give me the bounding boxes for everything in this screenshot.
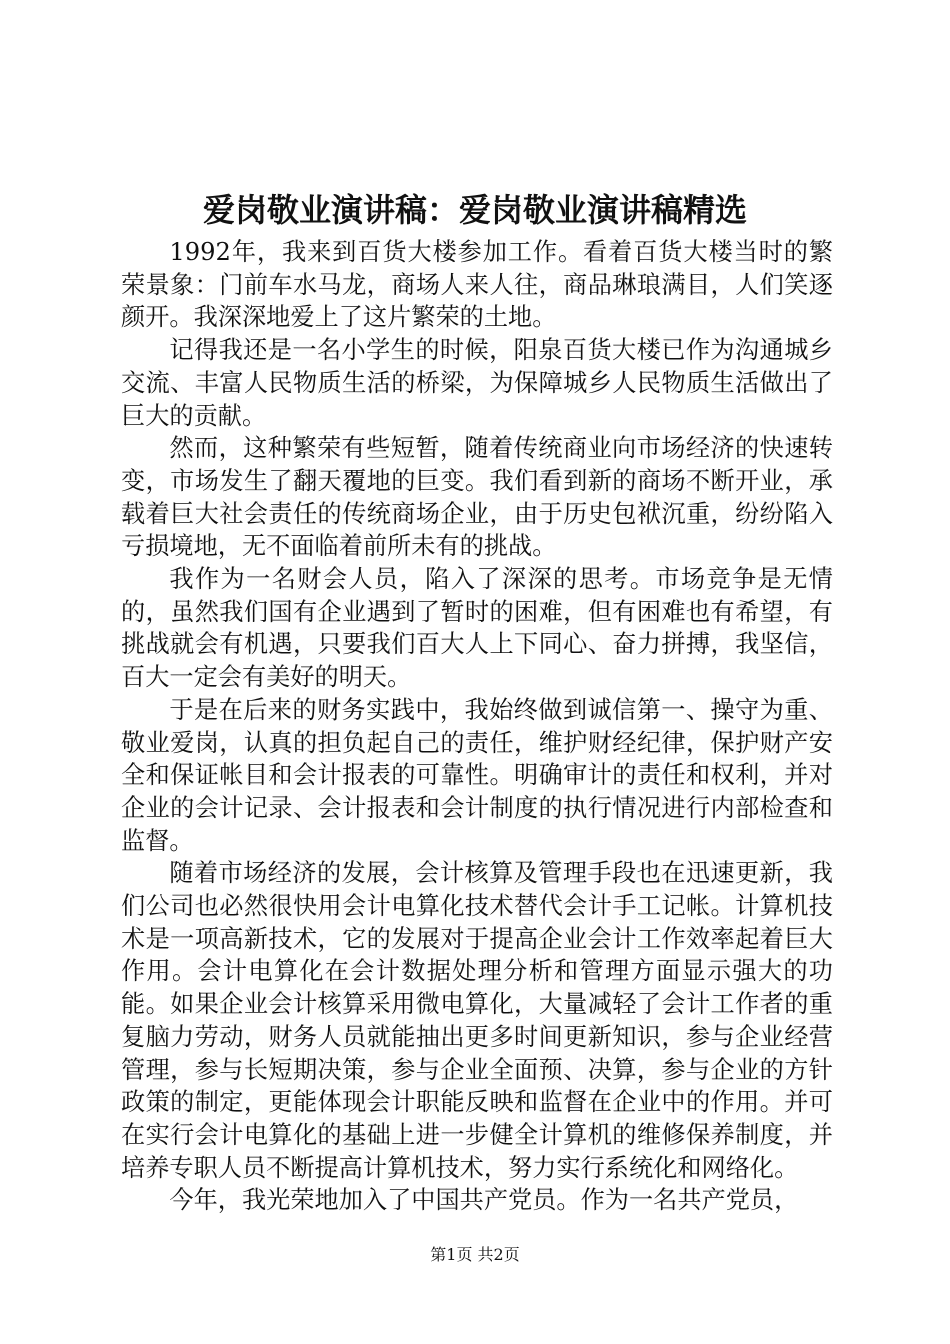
- document-body: [121, 236, 833, 1217]
- paragraph-7: 今年，我光荣地加入了中国共产党员。作为一名共产党员，: [169, 1186, 799, 1215]
- paragraph-3: 然而，这种繁荣有些短暂，随着传统商业向市场经济的快速转变，市场发生了翻天覆地的巨变。我们看到新的商场不断开业，承载着巨大社会责任的传统商场企业，由于历史包袱沉重，纷纷陷入亏损境地，无不面临着前所未有的挑战。: [121, 434, 833, 561]
- paragraph-2: 记得我还是一名小学生的时候，阳泉百货大楼已作为沟通城乡交流、丰富人民物质生活的桥梁，为保障城乡人民物质生活做出了巨大的贡献。: [121, 336, 833, 430]
- paragraph-5: 于是在后来的财务实践中，我始终做到诚信第一、操守为重、敬业爱岗，认真的担负起自己的责任，维护财经纪律，保护财产安全和保证帐目和会计报表的可靠性。明确审计的责任和权利，并对企业的会计记录、会计报表和会计制度的执行情况进行内部检查和监督。: [121, 695, 833, 855]
- paragraph-1: 1992年，我来到百货大楼参加工作。看着百货大楼当时的繁荣景象：门前车水马龙，商场人来人往，商品琳琅满目，人们笑逐颜开。我深深地爱上了这片繁荣的土地。: [121, 238, 833, 332]
- page-footer: 第1页 共2页: [430, 1245, 520, 1264]
- page-title: 爱岗敬业演讲稿：爱岗敬业演讲稿精选: [202, 191, 747, 229]
- paragraph-4: 我作为一名财会人员，陷入了深深的思考。市场竞争是无情的，虽然我们国有企业遇到了暂时的困难，但有困难也有希望，有挑战就会有机遇，只要我们百大人上下同心、奋力拼搏，我坚信，百大一定会有美好的明天。: [121, 565, 833, 692]
- paragraph-6: 随着市场经济的发展，会计核算及管理手段也在迅速更新，我们公司也必然很快用会计电算化技术替代会计手工记帐。计算机技术是一项高新技术，它的发展对于提高企业会计工作效率起着巨大作用。会计电算化在会计数据处理分析和管理方面显示强大的功能。如果企业会计核算采用微电算化，大量减轻了会计工作者的重复脑力劳动，财务人员就能抽出更多时间更新知识，参与企业经营管理，参与长短期决策，参与企业全面预、决算，参与企业的方针政策的制定，更能体现会计职能反映和监督在企业中的作用。并可在实行会计电算化的基础上进一步健全计算机的维修保养制度，并培养专职人员不断提高计算机技术，努力实行系统化和网络化。: [121, 859, 833, 1182]
